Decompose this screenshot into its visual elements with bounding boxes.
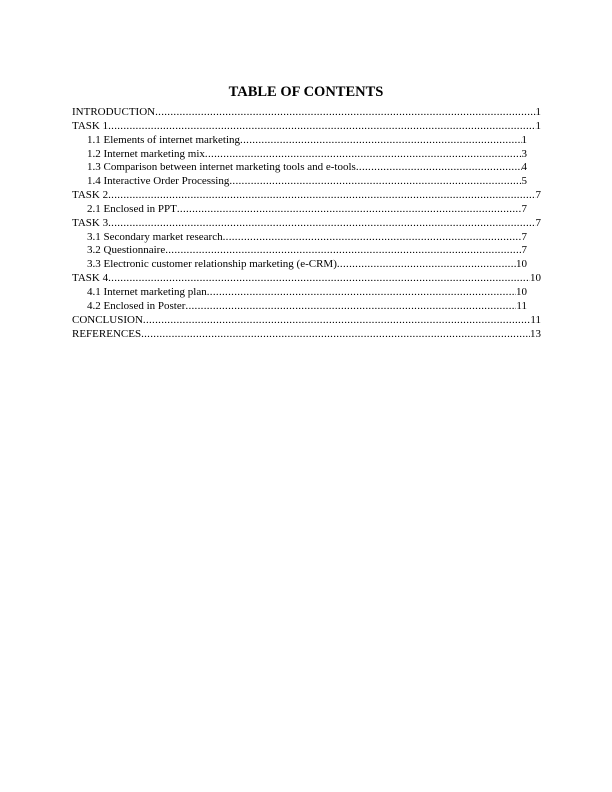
toc-dot-leader [177,203,522,217]
toc-entry-label: 1.2 Internet marketing mix [87,147,205,160]
toc-dot-leader [337,258,516,272]
toc-entry[interactable] [72,189,541,203]
toc-entry[interactable] [87,244,527,258]
toc-entry-page: 10 [516,285,527,298]
toc-dot-leader [229,175,521,189]
toc-entry-label: REFERENCES [72,327,142,340]
toc-entry-label: TASK 1 [72,119,109,132]
toc-entry[interactable] [87,300,527,314]
toc-entry-label: 3.1 Secondary market research [87,230,223,243]
toc-entry-label: 1.3 Comparison between internet marketing tools and e-tools [87,161,356,174]
toc-entry-label: 1.4 Interactive Order Processing [87,175,230,188]
toc-entry-page: 5 [521,175,527,188]
toc-dot-leader [108,120,535,134]
toc-entry[interactable] [87,258,527,272]
toc-entry-page: 7 [535,189,541,202]
toc-entry-page: 10 [516,258,527,271]
toc-dot-leader [207,286,516,300]
toc-dot-leader [223,231,522,245]
toc-entry-page: 10 [530,272,541,285]
toc-dot-leader [108,272,530,286]
toc-entry-label: TASK 3 [72,216,109,229]
toc-entry[interactable] [72,272,541,286]
toc-entry-page: 3 [521,147,527,160]
toc-entry-label: TASK 2 [72,189,109,202]
toc-entry[interactable] [72,120,541,134]
toc-entry[interactable] [72,328,541,342]
toc-entry-page: 7 [535,216,541,229]
toc-dot-leader [205,148,522,162]
toc-dot-leader [185,300,516,314]
toc-entry-page: 7 [521,202,527,215]
toc-entry-page: 7 [521,244,527,257]
toc-entry-label: CONCLUSION [72,313,143,326]
toc-entry-label: 4.1 Internet marketing plan [87,285,207,298]
toc-entry-page: 1 [535,106,541,118]
toc-entry-label: 4.2 Enclosed in Poster [87,299,186,312]
toc-entry-page: 11 [530,313,541,326]
toc-entry[interactable] [72,314,541,328]
toc-entry-page: 4 [521,161,527,174]
toc-entry-page: 1 [521,133,527,146]
toc-entry-label: 2.1 Enclosed in PPT [87,202,177,215]
toc-dot-leader [108,217,535,231]
toc-entry-page: 1 [535,119,541,132]
toc-entry[interactable] [72,106,541,120]
toc-entry-label: INTRODUCTION [72,106,156,118]
toc-entry[interactable] [87,203,527,217]
toc-entry[interactable] [87,161,527,175]
toc-entry-label: 1.1 Elements of internet marketing [87,133,241,146]
toc-entry[interactable] [87,286,527,300]
toc-entry[interactable] [87,134,527,148]
toc-entry[interactable] [87,175,527,189]
toc-entry[interactable] [72,217,541,231]
toc-entry-label: TASK 4 [72,272,109,285]
toc-dot-leader [155,106,535,120]
toc-entry-label: 3.2 Questionnaire [87,244,166,257]
toc-dot-leader [108,189,535,203]
toc-dot-leader [356,161,522,175]
toc-entry-page: 13 [530,327,541,340]
toc-dot-leader [165,244,521,258]
toc-dot-leader [143,314,531,328]
toc-entry[interactable] [87,148,527,162]
toc-entry-page: 11 [516,299,527,312]
toc-dot-leader [141,328,530,342]
toc-entry-label: 3.3 Electronic customer relationship marketing (e-CRM) [87,258,337,271]
toc-entry-page: 7 [521,230,527,243]
toc-entry[interactable] [87,231,527,245]
table-of-contents [72,106,541,341]
toc-title: TABLE OF CONTENTS [228,84,384,100]
toc-dot-leader [240,134,521,148]
